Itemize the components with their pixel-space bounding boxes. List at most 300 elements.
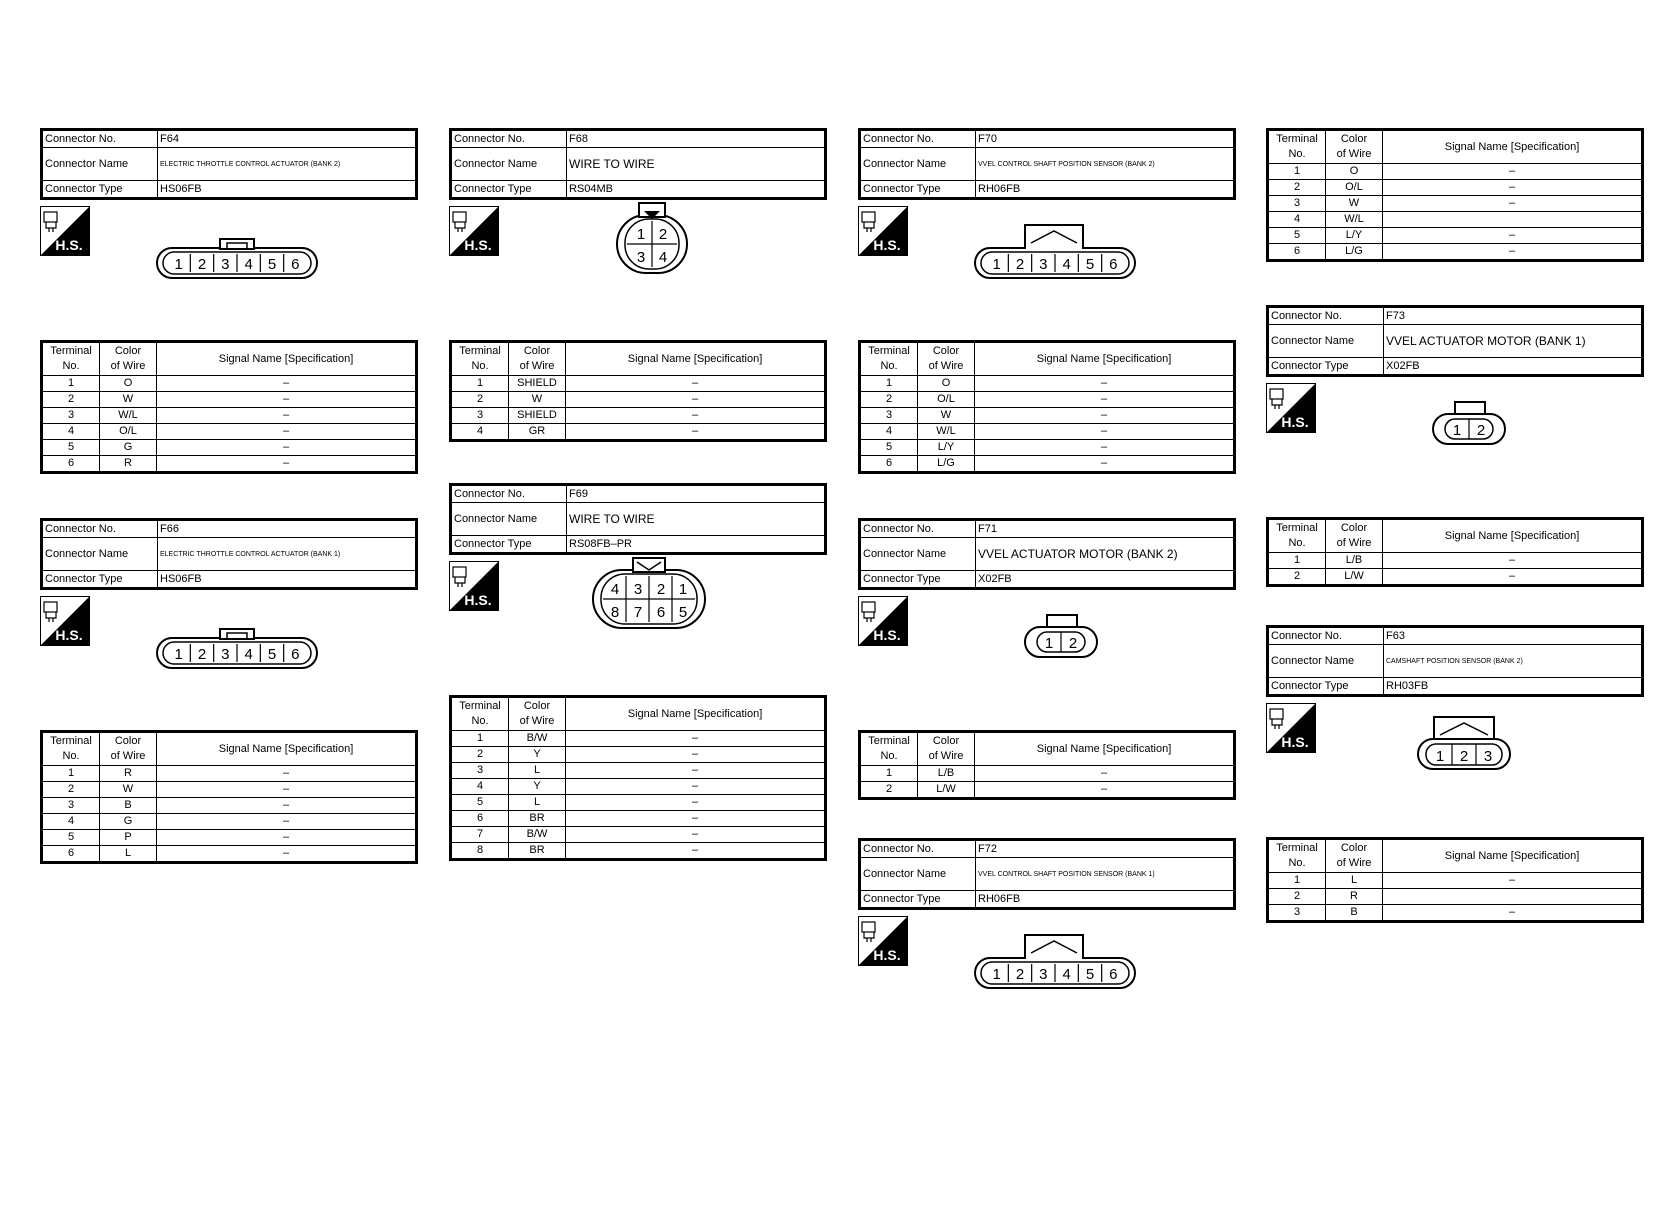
wire-color: P <box>100 830 157 846</box>
header-signal: Signal Name [Specification] <box>1383 839 1643 873</box>
header-color: Color of Wire <box>1326 839 1383 873</box>
header-signal: Signal Name [Specification] <box>566 697 826 731</box>
signal-name: – <box>157 408 417 424</box>
wire-color: O <box>918 376 975 392</box>
terminal-no: 4 <box>451 779 509 795</box>
field-label: Connector No. <box>451 130 567 148</box>
header-terminal: Terminal No. <box>451 697 509 731</box>
terminal-no: 2 <box>42 782 100 798</box>
wire-color: Y <box>509 747 566 763</box>
terminal-no: 4 <box>42 424 100 440</box>
signal-name: – <box>157 456 417 473</box>
header-terminal: Terminal No. <box>1268 839 1326 873</box>
header-terminal: Terminal No. <box>860 342 918 376</box>
table-row <box>451 424 826 441</box>
table-row <box>42 830 417 846</box>
signal-name: – <box>975 440 1235 456</box>
terminal-no: 3 <box>1268 196 1326 212</box>
wire-color: W/L <box>1326 212 1383 228</box>
wire-color: B <box>1326 905 1383 922</box>
terminal-no: 2 <box>42 392 100 408</box>
pin-label: 2 <box>197 646 207 663</box>
terminal-no: 4 <box>42 814 100 830</box>
terminal-no: 5 <box>42 440 100 456</box>
pin-label: 4 <box>1062 966 1071 983</box>
field-label: Connector No. <box>451 485 567 503</box>
svg-text:H.S.: H.S. <box>464 237 492 253</box>
connector-info-table <box>40 518 418 590</box>
terminal-no: 5 <box>451 795 509 811</box>
connector-face <box>155 611 325 671</box>
svg-text:H.S.: H.S. <box>873 237 901 253</box>
field-value: WIRE TO WIRE <box>567 148 826 181</box>
connector-face <box>973 931 1143 991</box>
signal-name: – <box>566 763 826 779</box>
wire-color: L/W <box>918 782 975 799</box>
wire-color: O <box>1326 164 1383 180</box>
connector-info-table <box>858 518 1236 590</box>
pin-label: 2 <box>1459 748 1469 765</box>
header-color: Color of Wire <box>918 342 975 376</box>
wire-color: BR <box>509 811 566 827</box>
harness-side-icon <box>40 596 90 646</box>
terminal-no: 3 <box>451 763 509 779</box>
terminal-table <box>1266 517 1644 587</box>
table-row <box>860 408 1235 424</box>
field-value: VVEL ACTUATOR MOTOR (BANK 1) <box>1384 325 1643 358</box>
terminal-no: 2 <box>860 392 918 408</box>
pin-label: 5 <box>678 604 688 621</box>
header-signal: Signal Name [Specification] <box>157 342 417 376</box>
pin-label: 2 <box>1476 422 1486 439</box>
terminal-table <box>449 340 827 442</box>
table-row <box>42 846 417 863</box>
pin-label: 3 <box>221 646 230 663</box>
terminal-no: 1 <box>1268 164 1326 180</box>
connector-info-table <box>1266 625 1644 697</box>
table-row <box>1268 212 1643 228</box>
wire-color: L <box>509 763 566 779</box>
field-label: Connector Type <box>860 891 976 909</box>
signal-name: – <box>157 392 417 408</box>
signal-name: – <box>1383 228 1643 244</box>
wire-color: O <box>100 376 157 392</box>
header-color: Color of Wire <box>100 342 157 376</box>
field-label: Connector Name <box>860 538 976 571</box>
header-terminal: Terminal No. <box>860 732 918 766</box>
field-value: ELECTRIC THROTTLE CONTROL ACTUATOR (BANK 1) <box>158 538 417 571</box>
field-label: Connector Type <box>860 571 976 589</box>
wire-color: G <box>100 814 157 830</box>
connector-face <box>1023 611 1103 661</box>
pin-label: 2 <box>658 226 668 243</box>
field-label: Connector Type <box>451 181 567 199</box>
table-row <box>1268 196 1643 212</box>
table-row <box>860 782 1235 799</box>
wire-color: B/W <box>509 731 566 747</box>
terminal-no: 2 <box>451 392 509 408</box>
table-row <box>451 763 826 779</box>
harness-side-icon <box>449 206 499 256</box>
table-row <box>1268 569 1643 586</box>
signal-name: – <box>566 731 826 747</box>
signal-name: – <box>566 827 826 843</box>
signal-name: – <box>975 766 1235 782</box>
field-value: VVEL ACTUATOR MOTOR (BANK 2) <box>976 538 1235 571</box>
svg-text:H.S.: H.S. <box>1281 414 1309 430</box>
table-row <box>1268 889 1643 905</box>
pin-label: 1 <box>174 646 183 663</box>
field-label: Connector Name <box>1268 325 1384 358</box>
connector-info-table <box>40 128 418 200</box>
terminal-no: 6 <box>860 456 918 473</box>
table-row <box>42 814 417 830</box>
table-row <box>42 424 417 440</box>
wire-color: W <box>100 392 157 408</box>
signal-name: – <box>157 830 417 846</box>
signal-name: – <box>566 747 826 763</box>
signal-name: – <box>566 779 826 795</box>
signal-name: – <box>975 392 1235 408</box>
signal-name: – <box>1383 553 1643 569</box>
svg-text:H.S.: H.S. <box>464 592 492 608</box>
table-row <box>42 456 417 473</box>
terminal-no: 2 <box>1268 180 1326 196</box>
wire-color: B/W <box>509 827 566 843</box>
svg-text:H.S.: H.S. <box>55 627 83 643</box>
signal-name: – <box>1383 196 1643 212</box>
field-value: F66 <box>158 520 417 538</box>
signal-name: – <box>157 440 417 456</box>
header-color: Color of Wire <box>509 342 566 376</box>
pin-label: 1 <box>992 256 1001 273</box>
pin-label: 2 <box>197 256 207 273</box>
signal-name <box>1383 889 1643 905</box>
terminal-no: 6 <box>451 811 509 827</box>
terminal-no: 1 <box>1268 553 1326 569</box>
table-row <box>1268 905 1643 922</box>
wire-color: R <box>100 766 157 782</box>
wire-color: O/L <box>100 424 157 440</box>
pin-label: 2 <box>1015 256 1025 273</box>
wire-color: B <box>100 798 157 814</box>
signal-name: – <box>157 846 417 863</box>
pin-label: 7 <box>633 604 643 621</box>
header-terminal: Terminal No. <box>451 342 509 376</box>
wire-color: R <box>1326 889 1383 905</box>
connector-face <box>1431 398 1511 448</box>
table-row <box>451 843 826 860</box>
terminal-no: 1 <box>42 766 100 782</box>
terminal-no: 1 <box>451 731 509 747</box>
wire-color: W/L <box>100 408 157 424</box>
pin-label: 4 <box>244 256 253 273</box>
field-label: Connector No. <box>860 130 976 148</box>
signal-name: – <box>566 843 826 860</box>
terminal-table <box>1266 128 1644 262</box>
wire-color: L/W <box>1326 569 1383 586</box>
signal-name: – <box>975 424 1235 440</box>
wire-color: W <box>509 392 566 408</box>
table-row <box>42 376 417 392</box>
svg-text:H.S.: H.S. <box>1281 734 1309 750</box>
field-value: F63 <box>1384 627 1643 645</box>
header-signal: Signal Name [Specification] <box>975 732 1235 766</box>
pin-label: 3 <box>221 256 230 273</box>
signal-name: – <box>566 392 826 408</box>
pin-label: 6 <box>1109 256 1118 273</box>
pin-label: 1 <box>1044 635 1054 652</box>
header-terminal: Terminal No. <box>42 342 100 376</box>
wire-color: L <box>100 846 157 863</box>
terminal-table <box>40 340 418 474</box>
field-label: Connector No. <box>42 130 158 148</box>
terminal-no: 3 <box>451 408 509 424</box>
pin-label: 6 <box>291 646 300 663</box>
table-row <box>42 440 417 456</box>
table-row <box>1268 553 1643 569</box>
field-value: CAMSHAFT POSITION SENSOR (BANK 2) <box>1384 645 1643 678</box>
field-value: VVEL CONTROL SHAFT POSITION SENSOR (BANK 2) <box>976 148 1235 181</box>
signal-name: – <box>566 795 826 811</box>
connector-info-table <box>858 128 1236 200</box>
field-value: F69 <box>567 485 826 503</box>
signal-name: – <box>1383 569 1643 586</box>
pin-label: 6 <box>1109 966 1118 983</box>
field-value: F64 <box>158 130 417 148</box>
header-color: Color of Wire <box>1326 130 1383 164</box>
signal-name: – <box>157 798 417 814</box>
terminal-no: 8 <box>451 843 509 860</box>
wire-color: O/L <box>1326 180 1383 196</box>
table-row <box>451 731 826 747</box>
field-value: RH03FB <box>1384 678 1643 696</box>
pin-label: 3 <box>636 249 646 266</box>
table-row <box>42 782 417 798</box>
terminal-no: 3 <box>1268 905 1326 922</box>
field-label: Connector Type <box>860 181 976 199</box>
wire-color: L/G <box>918 456 975 473</box>
connector-face <box>155 221 325 281</box>
terminal-no: 4 <box>1268 212 1326 228</box>
table-row <box>42 766 417 782</box>
table-row <box>451 779 826 795</box>
field-value: VVEL CONTROL SHAFT POSITION SENSOR (BANK 1) <box>976 858 1235 891</box>
connector-face <box>973 221 1143 281</box>
pin-label: 4 <box>244 646 253 663</box>
field-label: Connector Name <box>451 503 567 536</box>
terminal-no: 6 <box>42 846 100 863</box>
table-row <box>1268 244 1643 261</box>
field-value: RH06FB <box>976 181 1235 199</box>
wire-color: R <box>100 456 157 473</box>
signal-name: – <box>157 814 417 830</box>
wire-color: L <box>1326 873 1383 889</box>
table-row <box>860 424 1235 440</box>
pin-label: 4 <box>1062 256 1071 273</box>
field-value: WIRE TO WIRE <box>567 503 826 536</box>
field-label: Connector No. <box>42 520 158 538</box>
connector-info-table <box>449 128 827 200</box>
pin-label: 4 <box>610 581 620 598</box>
header-terminal: Terminal No. <box>1268 130 1326 164</box>
terminal-no: 1 <box>860 376 918 392</box>
terminal-no: 2 <box>451 747 509 763</box>
wire-color: W <box>918 408 975 424</box>
field-label: Connector Name <box>1268 645 1384 678</box>
wire-color: L/G <box>1326 244 1383 261</box>
pin-label: 5 <box>267 256 277 273</box>
harness-side-icon <box>1266 703 1316 753</box>
wire-color: SHIELD <box>509 408 566 424</box>
table-row <box>451 827 826 843</box>
connector-info-table <box>858 838 1236 910</box>
field-value: HS06FB <box>158 571 417 589</box>
signal-name: – <box>1383 905 1643 922</box>
wire-color: O/L <box>918 392 975 408</box>
pin-label: 6 <box>291 256 300 273</box>
signal-name: – <box>157 766 417 782</box>
field-label: Connector Name <box>42 538 158 571</box>
table-row <box>860 392 1235 408</box>
harness-side-icon <box>449 561 499 611</box>
field-value: F73 <box>1384 307 1643 325</box>
header-color: Color of Wire <box>100 732 157 766</box>
field-value: F68 <box>567 130 826 148</box>
connector-face <box>591 556 711 636</box>
terminal-no: 7 <box>451 827 509 843</box>
svg-text:H.S.: H.S. <box>873 627 901 643</box>
header-terminal: Terminal No. <box>1268 519 1326 553</box>
header-signal: Signal Name [Specification] <box>1383 130 1643 164</box>
terminal-no: 5 <box>42 830 100 846</box>
signal-name: – <box>157 424 417 440</box>
pin-label: 1 <box>174 256 183 273</box>
field-value: RH06FB <box>976 891 1235 909</box>
signal-name: – <box>566 811 826 827</box>
table-row <box>42 798 417 814</box>
harness-side-icon <box>1266 383 1316 433</box>
table-row <box>451 376 826 392</box>
field-value: RS04MB <box>567 181 826 199</box>
terminal-no: 1 <box>860 766 918 782</box>
signal-name: – <box>157 376 417 392</box>
signal-name: – <box>975 782 1235 799</box>
terminal-no: 2 <box>1268 889 1326 905</box>
header-signal: Signal Name [Specification] <box>157 732 417 766</box>
pin-label: 3 <box>633 581 643 598</box>
wire-color: Y <box>509 779 566 795</box>
field-label: Connector Name <box>860 858 976 891</box>
header-color: Color of Wire <box>1326 519 1383 553</box>
table-row <box>451 747 826 763</box>
field-label: Connector Name <box>42 148 158 181</box>
field-label: Connector No. <box>860 840 976 858</box>
table-row <box>451 795 826 811</box>
table-row <box>860 376 1235 392</box>
field-value: X02FB <box>976 571 1235 589</box>
pin-label: 3 <box>1039 966 1048 983</box>
terminal-table <box>858 730 1236 800</box>
terminal-no: 6 <box>1268 244 1326 261</box>
pin-label: 1 <box>636 226 646 243</box>
signal-name: – <box>566 376 826 392</box>
signal-name: – <box>1383 180 1643 196</box>
wire-color: W <box>100 782 157 798</box>
terminal-no: 2 <box>1268 569 1326 586</box>
signal-name: – <box>975 376 1235 392</box>
header-signal: Signal Name [Specification] <box>1383 519 1643 553</box>
pin-label: 1 <box>1452 422 1462 439</box>
pin-label: 6 <box>656 604 666 621</box>
terminal-table <box>449 695 827 861</box>
wire-color: SHIELD <box>509 376 566 392</box>
table-row <box>1268 873 1643 889</box>
field-label: Connector No. <box>1268 307 1384 325</box>
wire-color: BR <box>509 843 566 860</box>
wire-color: W <box>1326 196 1383 212</box>
terminal-no: 3 <box>42 798 100 814</box>
field-value: ELECTRIC THROTTLE CONTROL ACTUATOR (BANK 2) <box>158 148 417 181</box>
connector-info-table <box>1266 305 1644 377</box>
signal-name: – <box>1383 873 1643 889</box>
signal-name: – <box>566 408 826 424</box>
terminal-no: 5 <box>1268 228 1326 244</box>
table-row <box>860 456 1235 473</box>
connector-face <box>1416 713 1516 773</box>
wire-color: L <box>509 795 566 811</box>
field-value: F70 <box>976 130 1235 148</box>
terminal-table <box>1266 837 1644 923</box>
pin-label: 1 <box>992 966 1001 983</box>
signal-name: – <box>975 408 1235 424</box>
wire-color: L/B <box>1326 553 1383 569</box>
table-row <box>860 766 1235 782</box>
table-row <box>451 408 826 424</box>
signal-name: – <box>1383 164 1643 180</box>
terminal-no: 2 <box>860 782 918 799</box>
terminal-no: 1 <box>451 376 509 392</box>
field-label: Connector Type <box>1268 358 1384 376</box>
terminal-no: 4 <box>451 424 509 441</box>
field-label: Connector Name <box>451 148 567 181</box>
harness-side-icon <box>858 596 908 646</box>
table-row <box>1268 180 1643 196</box>
signal-name: – <box>566 424 826 441</box>
field-label: Connector Type <box>1268 678 1384 696</box>
field-label: Connector Type <box>42 571 158 589</box>
header-signal: Signal Name [Specification] <box>566 342 826 376</box>
pin-label: 5 <box>1085 966 1095 983</box>
table-row <box>42 408 417 424</box>
pin-label: 5 <box>267 646 277 663</box>
terminal-no: 3 <box>860 408 918 424</box>
pin-label: 2 <box>656 581 666 598</box>
wire-color: L/Y <box>1326 228 1383 244</box>
connector-face <box>614 201 694 281</box>
field-label: Connector No. <box>860 520 976 538</box>
harness-side-icon <box>858 206 908 256</box>
harness-side-icon <box>40 206 90 256</box>
pin-label: 3 <box>1483 748 1493 765</box>
wire-color: L/B <box>918 766 975 782</box>
wire-color: L/Y <box>918 440 975 456</box>
field-value: HS06FB <box>158 181 417 199</box>
wire-color: W/L <box>918 424 975 440</box>
table-row <box>451 392 826 408</box>
terminal-table <box>40 730 418 864</box>
signal-name: – <box>975 456 1235 473</box>
